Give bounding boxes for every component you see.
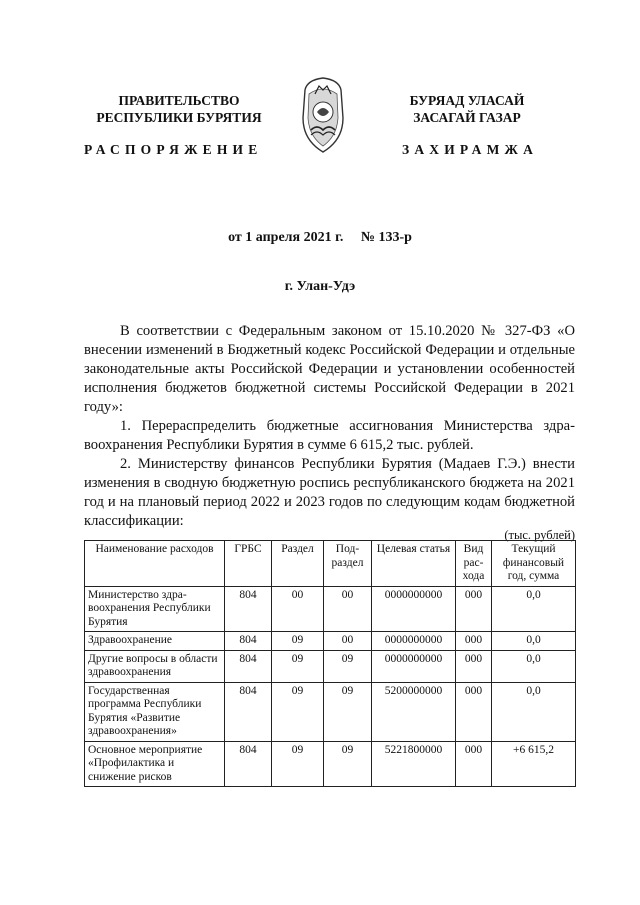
document-date: от 1 апреля 2021 г.: [228, 230, 344, 245]
header-grbs: ГРБС: [225, 541, 272, 587]
header-section: Раздел: [272, 541, 324, 587]
budget-table: [84, 540, 576, 787]
table-row: [85, 586, 576, 632]
cell-subsection: 00: [324, 586, 372, 632]
document-body: [84, 322, 575, 531]
cell-section: 09: [272, 650, 324, 682]
header-target-article: Целевая статья: [372, 541, 456, 587]
table-header-row: [85, 541, 576, 587]
header-name: Наименование расходов: [85, 541, 225, 587]
header-expense-type: Вид расхода: [456, 541, 492, 587]
paragraph-item-2: 2. Министерству финансов Республики Бурятия (Мадаев Г.Э.) внести изменения в сводную бюджетную роспись республиканского бюджета на 2021 год и на плановый период 2022 и 2023 годов по следующим кодам бюджетной классификации:: [84, 456, 575, 529]
paragraph-item-1: 1. Перераспределить бюджетные ассигнования Министерства здравоохранения Республики Бурятия в сумме 6 615,2 тыс. рублей.: [84, 418, 575, 453]
table-unit-label: (тыс. рублей): [504, 528, 575, 542]
cell-expense-type: 000: [456, 650, 492, 682]
cell-name: Министерство здравоохранения Республики Бурятия: [85, 586, 225, 632]
government-name-buryat: [372, 92, 562, 126]
cell-section: 00: [272, 586, 324, 632]
cell-grbs: 804: [225, 682, 272, 741]
cell-name: Здравоохранение: [85, 632, 225, 651]
table-row: [85, 632, 576, 651]
cell-amount: 0,0: [492, 632, 576, 651]
cell-amount: 0,0: [492, 682, 576, 741]
cell-target-article: 0000000000: [372, 632, 456, 651]
document-type-russian: РАСПОРЯЖЕНИЕ: [84, 142, 263, 157]
cell-expense-type: 000: [456, 586, 492, 632]
document-number: № 133-р: [360, 230, 412, 245]
cell-name: Государственная программа Республики Бурятия «Развитие здравоохранения»: [85, 682, 225, 741]
cell-grbs: 804: [225, 650, 272, 682]
cell-amount: 0,0: [492, 586, 576, 632]
paragraph-preamble: В соответствии с Федеральным законом от 15.10.2020 № 327-ФЗ «О внесении изменений в Бюджетный кодекс Российской Федерации и отдельные законодательные акты Российской Федерации и установлении особенностей исполнения бюджетов бюджетной системы Российской Федерации в 2021 году»:: [84, 323, 575, 415]
cell-expense-type: 000: [456, 682, 492, 741]
header-left-line1: ПРАВИТЕЛЬСТВО: [118, 93, 240, 108]
cell-subsection: 09: [324, 741, 372, 787]
date-number-line: [0, 230, 640, 246]
cell-grbs: 804: [225, 586, 272, 632]
document-type-buryat: ЗАХИРАМЖА: [402, 142, 539, 157]
table-row: [85, 741, 576, 787]
cell-grbs: 804: [225, 632, 272, 651]
header-right-line2: ЗАСАГАЙ ГАЗАР: [413, 110, 521, 125]
cell-subsection: 09: [324, 650, 372, 682]
cell-name: Другие вопросы в области здравоохранения: [85, 650, 225, 682]
header-right-line1: БУРЯАД УЛАСАЙ: [409, 93, 525, 108]
cell-name: Основное мероприятие «Профилактика и снижение рисков: [85, 741, 225, 787]
header-left-line2: РЕСПУБЛИКИ БУРЯТИЯ: [96, 110, 262, 125]
cell-section: 09: [272, 682, 324, 741]
table-row: [85, 682, 576, 741]
cell-section: 09: [272, 741, 324, 787]
cell-grbs: 804: [225, 741, 272, 787]
header-amount: Текущий финансовый год, сумма: [492, 541, 576, 587]
header-subsection: Подраздел: [324, 541, 372, 587]
cell-target-article: 5221800000: [372, 741, 456, 787]
cell-target-article: 5200000000: [372, 682, 456, 741]
cell-amount: +6 615,2: [492, 741, 576, 787]
cell-expense-type: 000: [456, 632, 492, 651]
cell-expense-type: 000: [456, 741, 492, 787]
cell-target-article: 0000000000: [372, 650, 456, 682]
government-name-russian: [84, 92, 274, 126]
cell-section: 09: [272, 632, 324, 651]
cell-subsection: 09: [324, 682, 372, 741]
cell-target-article: 0000000000: [372, 586, 456, 632]
table-row: [85, 650, 576, 682]
cell-subsection: 00: [324, 632, 372, 651]
coat-of-arms-emblem: [297, 74, 349, 156]
cell-amount: 0,0: [492, 650, 576, 682]
city-line: г. Улан-Удэ: [284, 279, 356, 294]
